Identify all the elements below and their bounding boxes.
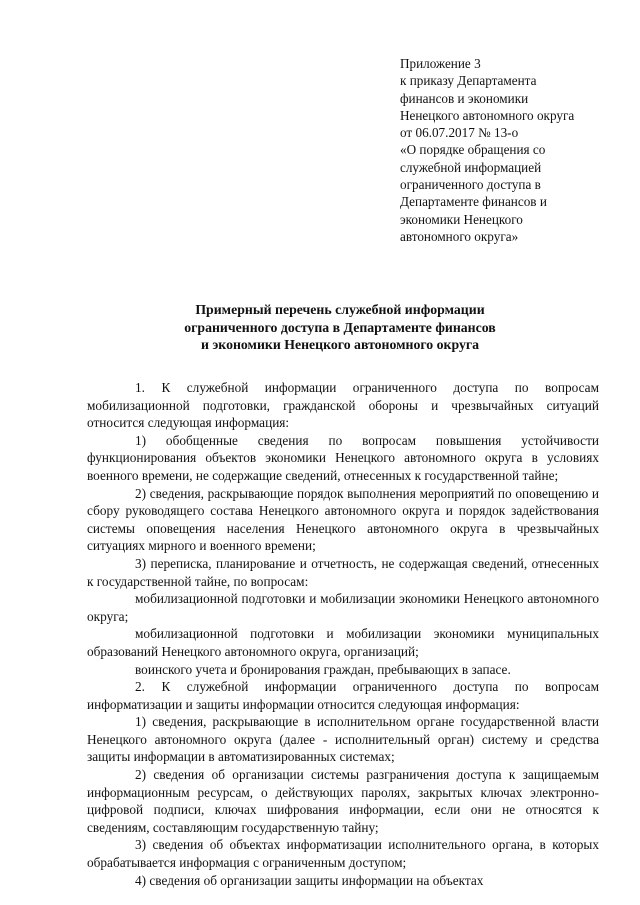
section-1-item-1: 1) обобщенные сведения по вопросам повышения устойчивости функционирования объектов экономики Ненецкого автономного округа в условиях военного времени, не содержащие сведений, отнесенных к государственной тайне; bbox=[87, 432, 599, 483]
section-1-item-3: 3) переписка, планирование и отчетность, не содержащая сведений, отнесенных к государственной тайне, по вопросам: bbox=[87, 555, 599, 589]
appendix-line: от 06.07.2017 № 13-о bbox=[400, 125, 519, 141]
title-line: ограниченного доступа в Департаменте финансов bbox=[184, 319, 496, 335]
title-line: Примерный перечень служебной информации bbox=[195, 302, 485, 317]
appendix-line: экономики Ненецкого bbox=[400, 211, 523, 227]
appendix-line: ограниченного доступа в bbox=[400, 177, 541, 193]
appendix-line: «О порядке обращения со bbox=[400, 142, 546, 158]
document-title bbox=[80, 301, 600, 354]
appendix-line: Ненецкого автономного округа bbox=[400, 107, 575, 123]
appendix-line: Приложение 3 bbox=[400, 56, 481, 71]
appendix-header bbox=[400, 55, 600, 245]
section-1-item-3-sub-1: мобилизационной подготовки и мобилизации экономики Ненецкого автономного округа; bbox=[87, 591, 599, 624]
appendix-line: к приказу Департамента bbox=[400, 73, 537, 89]
section-1-item-2: 2) сведения, раскрывающие порядок выполнения мероприятий по оповещению и сбору руководящего состава Ненецкого автономного округа и порядок задействования системы оповещения населения Ненецкого автономного округа в чрезвычайных ситуациях мирного и военного времени; bbox=[87, 485, 599, 554]
document-body bbox=[87, 379, 599, 889]
section-2-item-1: 1) сведения, раскрывающие в исполнительном органе государственной власти Ненецкого автономного округа (далее - исполнительный орган) систему и средства защиты информации в автоматизированных системах; bbox=[87, 714, 599, 765]
appendix-line: служебной информацией bbox=[400, 159, 542, 175]
appendix-line: автономного округа» bbox=[400, 228, 519, 244]
section-1-intro: 1. К служебной информации ограниченного доступа по вопросам мобилизационной подготовки, гражданской обороны и чрезвычайных ситуаций относится следующая информация: bbox=[87, 380, 599, 431]
section-2-intro: 2. К служебной информации ограниченного доступа по вопросам информатизации и защиты информации относится следующая информация: bbox=[87, 679, 599, 712]
title-line: и экономики Ненецкого автономного округа bbox=[200, 337, 480, 352]
section-2-item-2: 2) сведения об организации системы разграничения доступа к защищаемым информационным ресурсам, о действующих паролях, закрытых ключах электронно-цифровой подписи, ключах шифрования информации, если они не относятся к сведениям, составляющим государственную тайну; bbox=[87, 767, 599, 835]
section-2-item-4: 4) сведения об организации защиты информации на объектах bbox=[135, 872, 484, 888]
appendix-line: Департаменте финансов и bbox=[400, 194, 547, 210]
section-1-item-3-sub-3: воинского учета и бронирования граждан, пребывающих в запасе. bbox=[135, 661, 511, 677]
section-1-item-3-sub-2: мобилизационной подготовки и мобилизации экономики муниципальных образований Ненецкого автономного округа, организаций; bbox=[87, 626, 599, 659]
section-2-item-3: 3) сведения об объектах информатизации исполнительного органа, в которых обрабатывается информация с ограниченным доступом; bbox=[87, 837, 599, 871]
appendix-line: финансов и экономики bbox=[400, 90, 529, 106]
